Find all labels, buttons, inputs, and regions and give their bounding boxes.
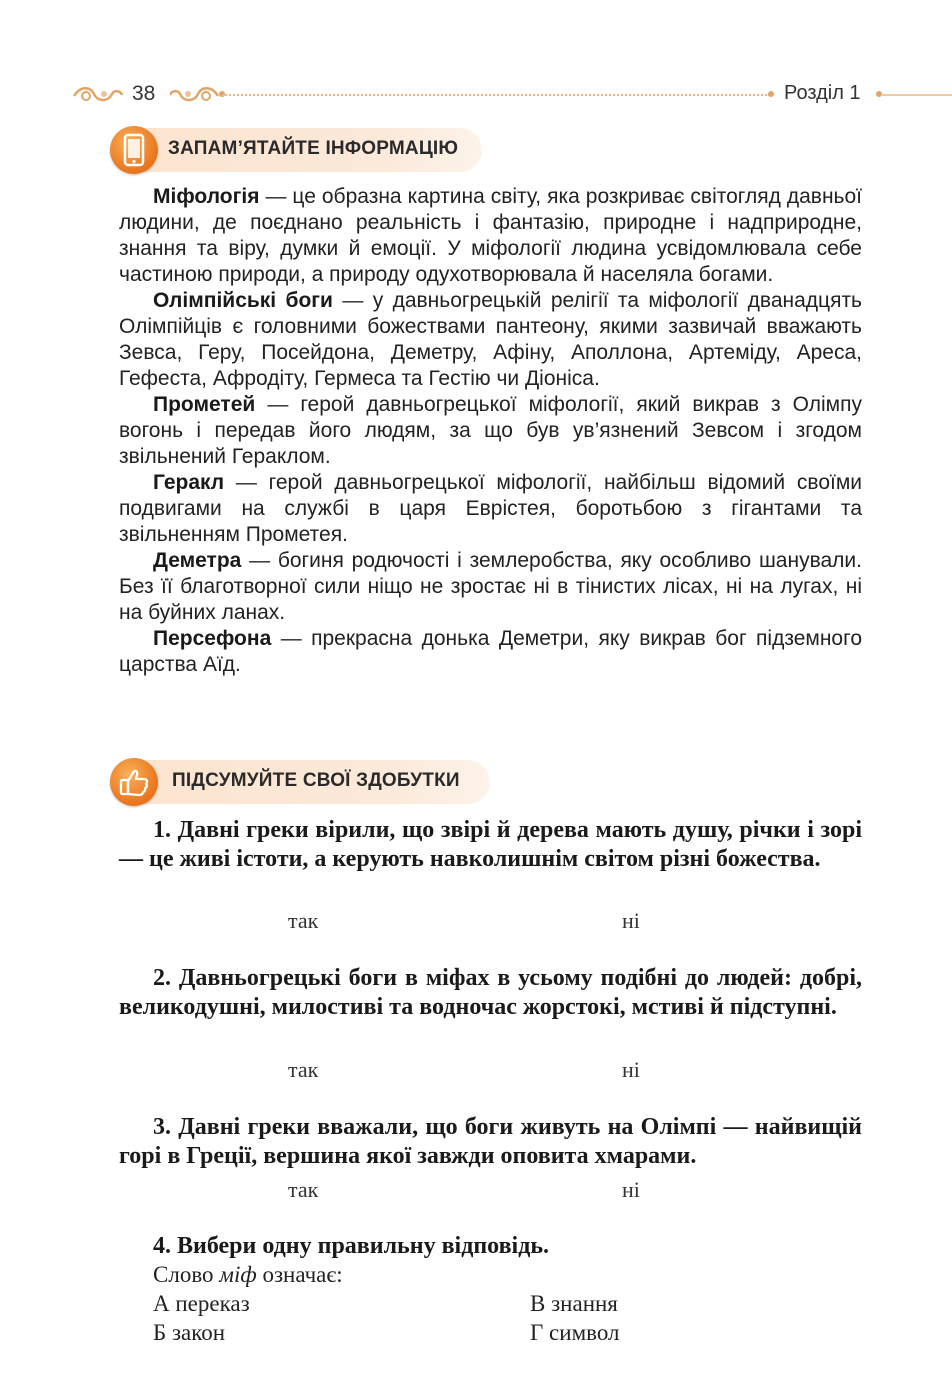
answer-yes[interactable]: так [288, 1177, 319, 1202]
thumbs-up-icon [110, 758, 158, 806]
summary-title: ПІДСУМУЙТЕ СВОЇ ЗДОБУТКИ [172, 770, 460, 791]
option-v[interactable]: В знання [530, 1291, 618, 1316]
definition-term: Прометей [153, 393, 256, 416]
question-3 [119, 1113, 862, 1171]
definition-persephone [119, 626, 862, 678]
definition-mythology [119, 184, 862, 288]
definition-term: Персефона [153, 627, 272, 650]
remember-title: ЗАПАМ’ЯТАЙТЕ ІНФОРМАЦІЮ [168, 138, 459, 159]
phone-icon [110, 126, 158, 174]
option-a[interactable]: А переказ [153, 1291, 250, 1316]
definition-olympians [119, 288, 862, 392]
question-text: 1. Давні греки вірили, що звірі й дерева мають душу, річки і зорі — це живі істоти, а керують навколишнім світом різні божества. [119, 817, 862, 872]
page-number: 38 [132, 82, 156, 105]
page-header [0, 76, 952, 116]
definition-text: — це образна картина світу, яка розкриває світогляд давньої людини, де поєднано реальність і фантазію, природне і надприродне, знання та віру, думки й емоції. У міфології людина усвідомлювала себе частиною природи, а природу одухотворювала й населяла богами. [119, 185, 862, 286]
question-text: 3. Давні греки вважали, що боги живуть на Олімпі — найвищій горі в Греції, вершина якої завжди оповита хмарами. [119, 1114, 862, 1169]
answer-yes[interactable]: так [288, 1057, 319, 1082]
definition-term: Олімпійські боги [153, 289, 333, 312]
header-rule [222, 94, 770, 96]
ornament-right-icon [170, 84, 220, 106]
definition-text: — богиня родючості і землеробства, яку особливо шанували. Без її благотворної сили ніщо не зростає ні в тінистих лісах, ні на лугах, ні на буйних ланах. [119, 549, 862, 624]
question-text: 2. Давньогрецькі боги в міфах в усьому подібні до людей: добрі, великодушні, милостиві та водночас жорстокі, мстиві й підступні. [119, 965, 862, 1020]
question-4-prompt: Слово міф означає: [153, 1262, 343, 1287]
header-rule-right [882, 94, 952, 96]
definition-demeter [119, 548, 862, 626]
definition-heracles [119, 470, 862, 548]
answer-no[interactable]: ні [622, 908, 640, 933]
definition-text: — герой давньогрецької міфології, найбільш відомий своїми подвигами на службі в царя Еврістея, боротьбою з гігантами та звільненням Прометея. [119, 471, 862, 546]
question-1 [119, 816, 862, 874]
header-dot [768, 91, 774, 97]
definitions [119, 184, 862, 678]
option-g[interactable]: Г символ [530, 1320, 620, 1345]
summary-banner [110, 758, 490, 806]
definition-text: — прекрасна донька Деметри, яку викрав бог підземного царства Аїд. [119, 627, 862, 676]
question-2 [119, 964, 862, 1022]
definition-term: Деметра [153, 549, 242, 572]
definition-prometheus [119, 392, 862, 470]
answer-yes[interactable]: так [288, 908, 319, 933]
question-4-title: 4. Вибери одну правильну відповідь. [153, 1233, 550, 1259]
definition-term: Геракл [153, 471, 225, 494]
answer-no[interactable]: ні [622, 1057, 640, 1082]
ornament-left-icon [72, 84, 124, 106]
definition-text: — герой давньогрецької міфології, який викрав з Олімпу вогонь і передав його людям, за що був ув’язнений Зевсом і згодом звільнений Гераклом. [119, 393, 862, 468]
myth-word: міф [219, 1262, 257, 1287]
definition-term: Міфологія [153, 185, 260, 208]
option-b[interactable]: Б закон [153, 1320, 226, 1345]
remember-banner [110, 126, 482, 174]
definition-text: — у давньогрецькій релігії та міфології дванадцять Олімпійців є головними божествами пантеону, якими зазвичай вважають Зевса, Геру, Посейдона, Деметру, Афіну, Аполлона, Артеміду, Ареса, Гефеста, Афродіту, Гермеса та Гестію чи Діоніса. [119, 289, 863, 390]
answer-no[interactable]: ні [622, 1177, 640, 1202]
section-label: Розділ 1 [784, 82, 861, 104]
